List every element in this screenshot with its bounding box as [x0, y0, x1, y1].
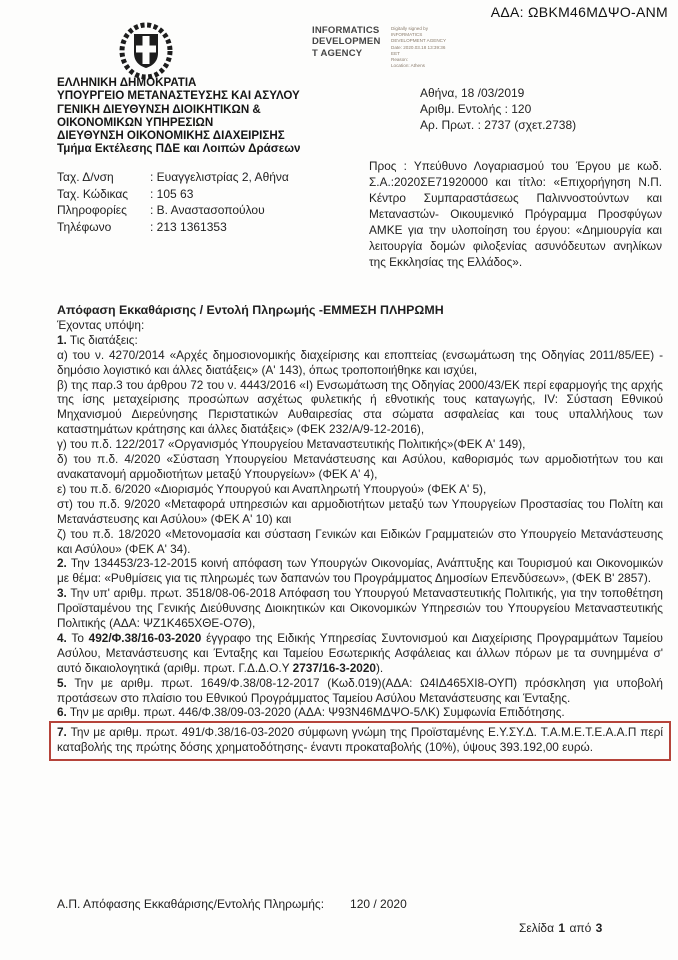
clause-2: 2. Την 134453/23-12-2015 κοινή απόφαση των Υπουργών Οικονομίας, Ανάπτυξης και Τουρισμού και Οικονομικών με θέμα: «Ρυθμίσεις για τις πληρωμές των δαπανών του Προγράμματος Δημοσίων Επενδύσεων», (ΦΕΚ Β' 2857).	[57, 556, 663, 586]
clause-7: 7. Την με αριθμ. πρωτ. 491/Φ.38/16-03-2020 σύμφωνη γνώμη της Προϊσταμένης Ε.Υ.ΣΥ.Δ. Τ.Α.Μ.Ε.Τ.Ε.Α.Α.Π περί καταβολής της πρώτης δόσης χρηματοδότησης- έναντι προκαταβολής (10%), ύψους 393.192,00 ευρώ.	[57, 725, 663, 755]
clause-1: 1. Τις διατάξεις:	[57, 332, 138, 347]
contact-row: Ταχ. Δ/νση : Ευαγγελιστρίας 2, Αθήνα	[57, 170, 289, 184]
contact-block	[57, 169, 289, 235]
document-title: Απόφαση Εκκαθάρισης / Εντολή Πληρωμής -ΕΜΜΕΣΗ ΠΛΗΡΩΜΗ	[57, 303, 444, 317]
clause-1st: στ) του π.δ. 9/2020 «Μεταφορά υπηρεσιών και αρμοδιοτήτων μεταξύ των Υπουργείων Προστασίας του Πολίτη και Μετανάστευσης και Ασύλου» (ΦΕΚ Α' 10) και	[57, 496, 663, 526]
org-line: ΓΕΝΙΚΗ ΔΙΕΥΘΥΝΣΗ ΔΙΟΙΚΗΤΙΚΩΝ &	[57, 102, 261, 116]
clause-6: 6. Την με αριθμ. πρωτ. 446/Φ.38/09-03-2020 (ΑΔΑ: Ψ93Ν46ΜΔΨΟ-5ΛΚ) Συμφωνία Επιδότησης.	[57, 705, 565, 720]
highlight-box	[49, 721, 671, 761]
signature-agency-name: INFORMATICS DEVELOPMEN T AGENCY	[312, 25, 381, 59]
org-header	[57, 76, 300, 156]
page-number: Σελίδα 1 από 3	[519, 921, 603, 935]
clause-4: 4. Το 492/Φ.38/16-03-2020 έγγραφο της Ειδικής Υπηρεσίας Συντονισμού και Διαχείρισης Προγραμμάτων Ταμείου Ασύλου, Μετανάστευσης και Ένταξης και Ταμείου Εσωτερικής Ασφάλειας και άλλων πόρων με τα συνημμένα σ' αυτό δικαιολογητικά (αριθμ. πρωτ. Γ.Δ.Δ.Ο.Υ 2737/16-3-2020).	[57, 630, 663, 675]
clause-1c: γ) του π.δ. 122/2017 «Οργανισμός Υπουργείου Μεταναστευτικής Πολιτικής»(ΦΕΚ Α' 149),	[57, 437, 526, 452]
document-body	[57, 303, 663, 761]
date-protocol-block	[420, 85, 576, 134]
org-line: Τμήμα Εκτέλεσης ΠΔΕ και Λοιπών Δράσεων	[57, 142, 301, 156]
clause-1d: δ) του π.δ. 4/2020 «Σύσταση Υπουργείου Μετανάστευσης και Ασύλου, καθορισμός των αρμοδιοτήτων του και ανακατανομή αρμοδιοτήτων μεταξύ Υπουργείων» (ΦΕΚ Α' 4),	[57, 452, 663, 481]
clause-1z: ζ) του π.δ. 18/2020 «Μετονομασία και σύσταση Γενικών και Ειδικών Γραμματειών στο Υπουργείο Μετανάστευσης και Ασύλου» (ΦΕΚ Α' 34).	[57, 526, 663, 556]
clause-1b: β) της παρ.3 του άρθρου 72 του ν. 4443/2016 «Ι) Ενσωμάτωση της Οδηγίας 2000/43/ΕΚ περί εφαρμογής της αρχής της ίσης μεταχείρισης προσώπων ασχέτως φυλετικής ή εθνοτικής τους καταγωγής, IV: Σύσταση Εθνικού Μηχανισμού Διερεύνησης Περιστατικών Αυθαιρεσίας στα σώματα ασφαλείας και τους υπαλλήλους των καταστημάτων κράτησης και άλλες διατάξεις» (ΦΕΚ 232/Α/9-12-2016),	[57, 377, 663, 437]
contact-row: Τηλέφωνο : 213 1361353	[57, 219, 227, 234]
contact-row: Πληροφορίες : Β. Αναστασοπούλου	[57, 203, 265, 218]
clause-3: 3. Την υπ' αριθμ. πρωτ. 3518/08-06-2018 Απόφαση του Υπουργού Μεταναστευτικής Πολιτικής, για την τοποθέτηση Προϊσταμένου της Γενικής Διεύθυνσης Διοικητικών και Οικονομικών Υπηρεσιών του Υπουργείου Μεταναστευτικής Πολιτικής (ΑΔΑ: ΨΖ1Κ465ΧΘΕ-Ο7Θ),	[57, 586, 663, 631]
clause-1a: α) του ν. 4270/2014 «Αρχές δημοσιονομικής διαχείρισης και εποπτείας (ενσωμάτωση της Οδηγίας 2011/85/ΕΕ) - δημόσιο λογιστικό και άλλες διατάξεις» (Α' 143), όπως τροποποιήθηκε και ισχύει,	[57, 347, 663, 377]
footer-reference-label: Α.Π. Απόφασης Εκκαθάρισης/Εντολής Πληρωμής:	[57, 897, 325, 911]
recipient-block: Προς : Υπεύθυνο Λογαριασμού του Έργου με κωδ. Σ.Α.:2020ΣΕ71920000 και τίτλο: «Επιχορήγηση Ν.Π. Κέντρο Συμπαραστάσεως Παλιννοστούντων και Μεταναστών- Οικουμενικό Πρόγραμμα Προσφύγων ΑΜΚΕ για την υλοποίηση του έργου: «Δημιουργία και λειτουργία δομών φιλοξενίας ασυνόδευτων ανηλίκων της Εκκλησίας της Ελλάδος».	[369, 159, 662, 269]
date-line: Αθήνα, 18 /03/2019	[420, 86, 525, 100]
protocol-number-line: Αρ. Πρωτ. : 2737 (σχετ.2738)	[420, 118, 577, 133]
org-line: ΕΛΛΗΝΙΚΗ ΔΗΜΟΚΡΑΤΙΑ	[57, 76, 197, 89]
org-line: ΔΙΕΥΘΥΝΣΗ ΟΙΚΟΝΟΜΙΚΗΣ ΔΙΑΧΕΙΡΙΣΗΣ	[57, 129, 285, 143]
contact-row: Ταχ. Κώδικας : 105 63	[57, 186, 194, 201]
clause-5: 5. Την με αριθμ. πρωτ. 1649/Φ.38/08-12-2017 (Κωδ.019)(ΑΔΑ: Ω4ΙΔ465ΧΙ8-ΟΥΠ) πρόσκληση για υποβολή προτάσεων στο πλαίσιο του Εθνικού Προγράμματος Ταμείου Ασύλου Μετανάστευσης και Ένταξης.	[57, 675, 663, 705]
footer-reference-value: 120 / 2020	[350, 897, 407, 911]
ada-code: ΑΔΑ: ΩΒΚΜ46ΜΔΨΟ-ΑΝΜ	[490, 4, 668, 20]
org-line: ΟΙΚΟΝΟΜΙΚΩΝ ΥΠΗΡΕΣΙΩΝ	[57, 115, 214, 129]
signature-details: Digitally signed by INFORMATICS DEVELOPMENT AGENCY Date: 2020.03.18 13:39:36 EET Reason: Location: Athens	[391, 26, 447, 69]
footer-reference	[57, 897, 407, 911]
order-number-line: Αριθμ. Εντολής : 120	[420, 102, 532, 117]
clause-1e: ε) του π.δ. 6/2020 «Διορισμός Υπουργού και Αναπληρωτή Υπουργού» (ΦΕΚ Α' 5),	[57, 481, 487, 496]
intro-line: Έχοντας υπόψη:	[57, 317, 145, 332]
greek-coat-of-arms-icon	[108, 22, 184, 80]
org-line: ΥΠΟΥΡΓΕΙΟ ΜΕΤΑΝΑΣΤΕΥΣΗΣ ΚΑΙ ΑΣΥΛΟΥ	[57, 89, 300, 103]
digital-signature-stamp	[312, 25, 446, 69]
